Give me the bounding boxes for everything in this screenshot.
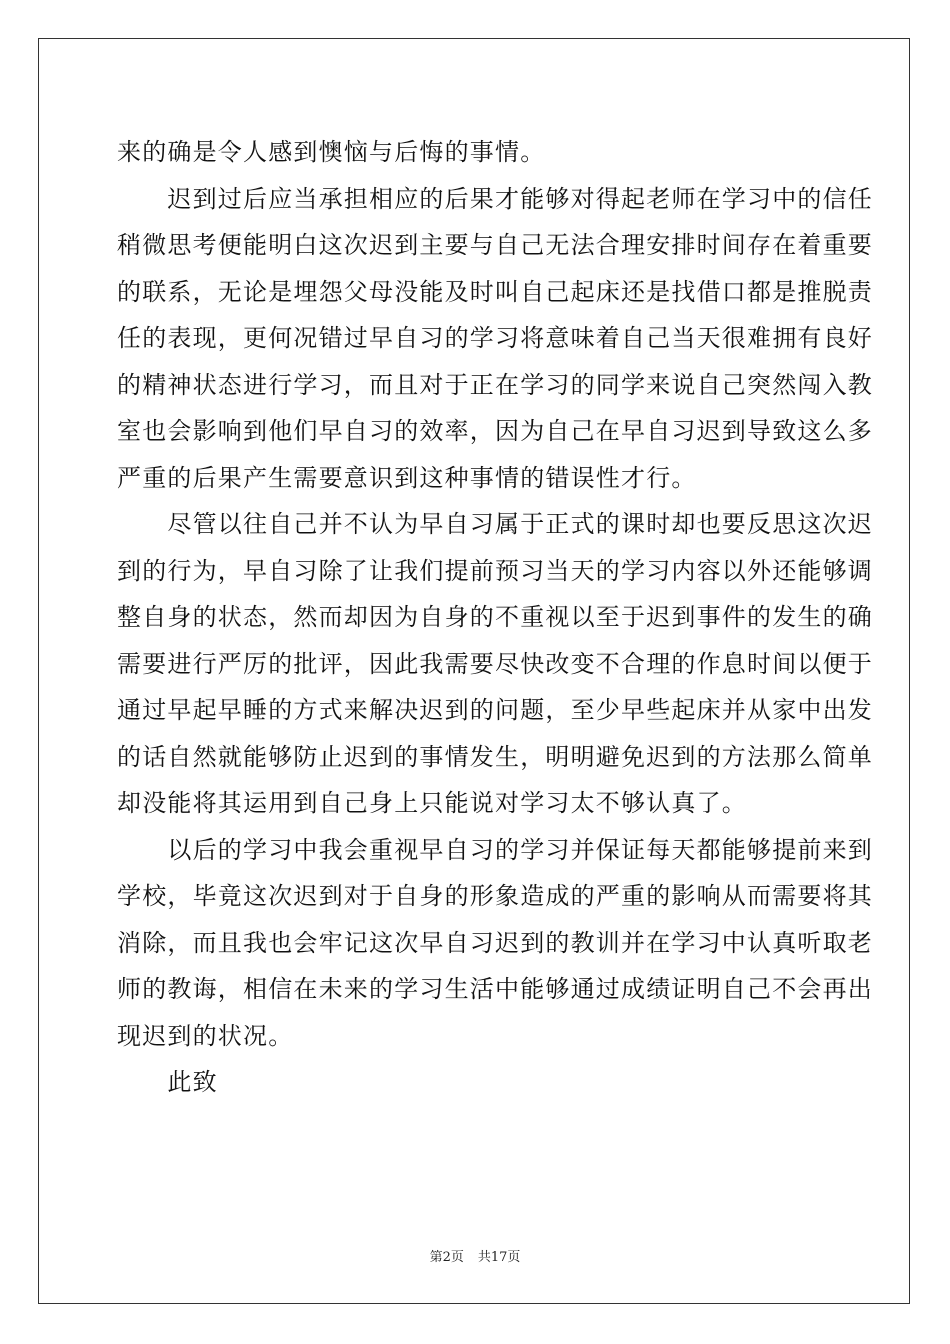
text-line: 到的行为，早自习除了让我们提前预习当天的学习内容以外还能够调 — [117, 556, 873, 585]
text-line: 的精神状态进行学习，而且对于正在学习的同学来说自己突然闯入教 — [117, 370, 873, 399]
text-line: 迟到过后应当承担相应的后果才能够对得起老师在学习中的信任 — [117, 184, 873, 213]
page-footer — [0, 1246, 950, 1265]
text-line: 此致 — [117, 1068, 218, 1096]
text-line: 却没能将其运用到自己身上只能说对学习太不够认真了。 — [117, 789, 747, 817]
text-line: 来的确是令人感到懊恼与后悔的事情。 — [117, 138, 546, 166]
text-line: 现迟到的状况。 — [117, 1021, 294, 1050]
text-line: 师的教诲，相信在未来的学习生活中能够通过成绩证明自己不会再出 — [117, 975, 873, 1003]
page-number: 第2页 — [429, 1250, 464, 1265]
text-line: 稍微思考便能明白这次迟到主要与自己无法合理安排时间存在着重要 — [117, 231, 873, 259]
text-line: 的话自然就能够防止迟到的事情发生，明明避免迟到的方法那么简单 — [117, 742, 873, 771]
text-line: 尽管以往自己并不认为早自习属于正式的课时却也要反思这次迟 — [117, 510, 873, 538]
document-body — [117, 129, 873, 1106]
text-line: 通过早起早睡的方式来解决迟到的问题，至少早些起床并从家中出发 — [117, 696, 873, 724]
text-line: 的联系，无论是埋怨父母没能及时叫自己起床还是找借口都是推脱责 — [117, 277, 873, 306]
text-line: 整自身的状态，然而却因为自身的不重视以至于迟到事件的发生的确 — [117, 603, 873, 631]
text-line: 以后的学习中我会重视早自习的学习并保证每天都能够提前来到 — [117, 835, 873, 864]
page-total: 共17页 — [477, 1250, 521, 1265]
text-line: 学校，毕竟这次迟到对于自身的形象造成的严重的影响从而需要将其 — [117, 882, 873, 910]
text-line: 消除，而且我也会牢记这次早自习迟到的教训并在学习中认真听取老 — [117, 928, 873, 957]
text-line: 室也会影响到他们早自习的效率，因为自己在早自习迟到导致这么多 — [117, 417, 873, 445]
text-line: 需要进行严厉的批评，因此我需要尽快改变不合理的作息时间以便于 — [117, 649, 873, 678]
text-line: 任的表现，更何况错过早自习的学习将意味着自己当天很难拥有良好 — [117, 324, 873, 352]
text-line: 严重的后果产生需要意识到这种事情的错误性才行。 — [117, 463, 697, 492]
